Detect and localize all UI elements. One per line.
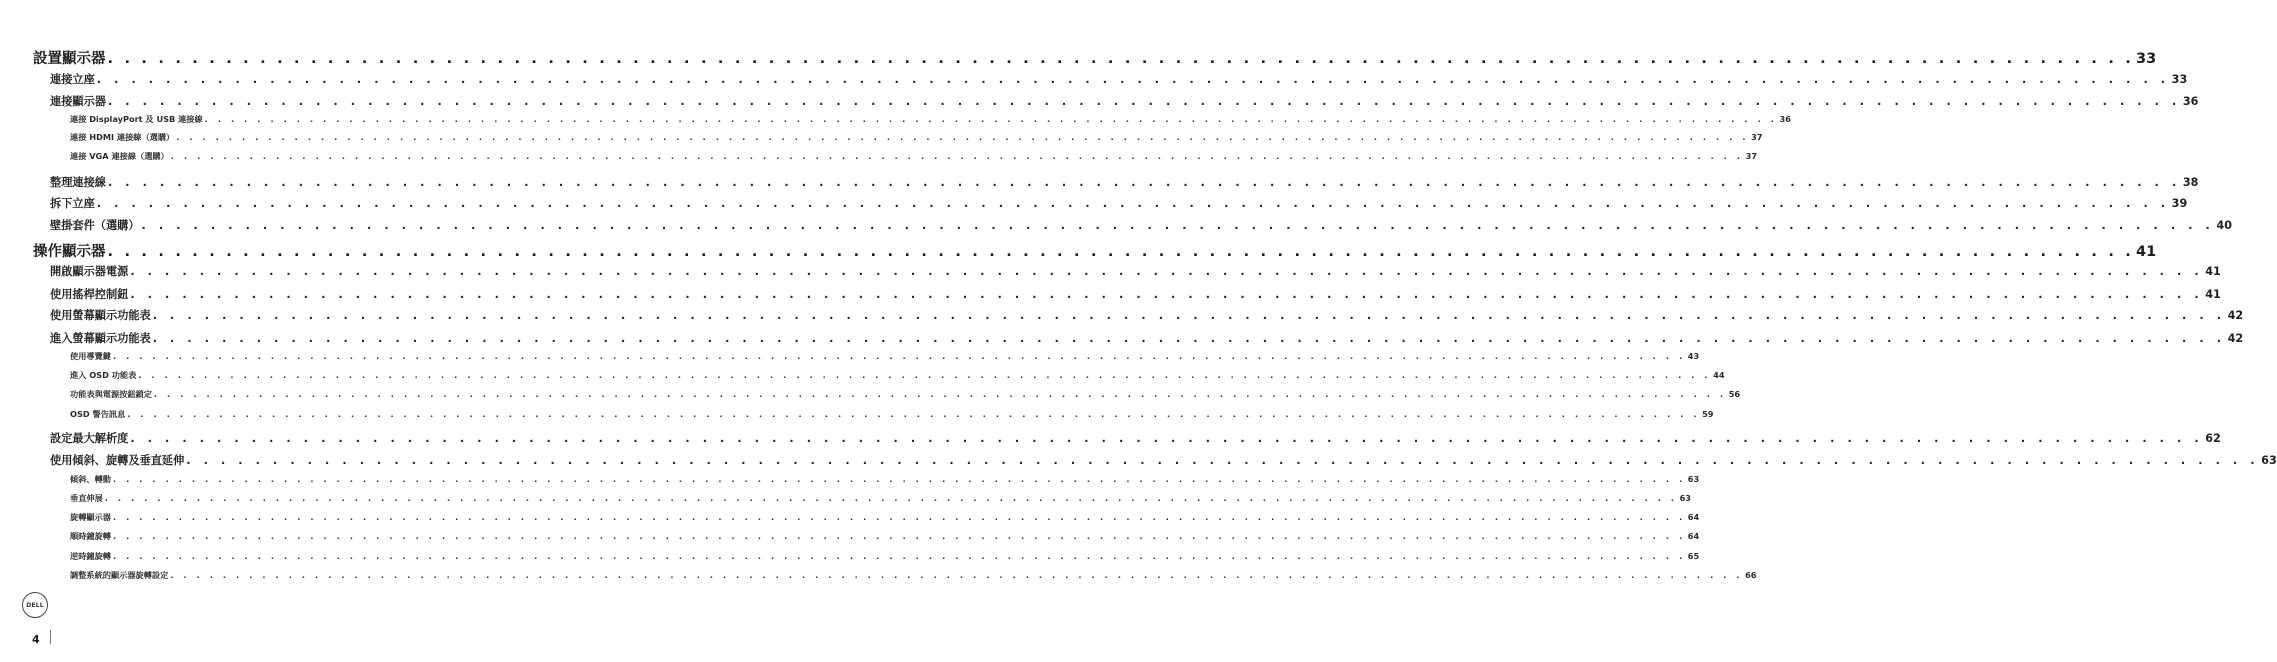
toc-section-entry[interactable]	[50, 71, 2188, 87]
toc-dot-leader: . . . . . . . . . . . . . . . . . . . . . . . . . . . . . . . . . . . . . . . . . . . . . . . . . . . . . . . . . . . . . . . . . . . . . . . . . . . . . . . . . . . . . . . . . . . . . . . . . . . . . . . . . . . . . . . . . . . . . . . .	[141, 219, 2215, 232]
toc-subsection-entry[interactable]	[70, 114, 1791, 125]
toc-section-entry[interactable]	[50, 263, 2221, 279]
toc-entry-page: 43	[1687, 351, 1700, 361]
toc-dot-leader: . . . . . . . . . . . . . . . . . . . . . . . . . . . . . . . . . . . . . . . . . . . . . . . . . . . . . . . . . . . . . . . . . . . . . . . . . . . . . . . . . . . . . . . . . . . . . . . . . . . . . . . . . . . . . . . . . . . . . . . .	[170, 570, 1744, 580]
toc-entry-page: 64	[1687, 531, 1700, 541]
toc-dot-leader: . . . . . . . . . . . . . . . . . . . . . . . . . . . . . . . . . . . . . . . . . . . . . . . . . . . . . . . . . . . . . . . . . . . . . . . . . . . . . . . . . . . . . . . . . . . . . . . . . . . . . . . . . . . . . . . . . . . . . . . .	[130, 288, 2204, 301]
toc-entry-page: 66	[1745, 570, 1757, 580]
toc-dot-leader: . . . . . . . . . . . . . . . . . . . . . . . . . . . . . . . . . . . . . . . . . . . . . . . . . . . . . . . . . . . . . . . . . . . . . . . . . . . . . . . . . . . . . . . . . . . . . . . . . . . . . . . . . . . . . . . . . . . . . . . .	[112, 351, 1686, 361]
toc-entry-page: 41	[2205, 265, 2221, 278]
toc-entry-page: 41	[2136, 244, 2157, 260]
toc-dot-leader: . . . . . . . . . . . . . . . . . . . . . . . . . . . . . . . . . . . . . . . . . . . . . . . . . . . . . . . . . . . . . . . . . . . . . . . . . . . . . . . . . . . . . . . . . . . . . . . . . . . . . . . . . . . . . . . . . . . . . . . .	[107, 244, 2135, 260]
toc-chapter-entry[interactable]	[33, 240, 2157, 261]
page-number: 4	[32, 633, 40, 646]
toc-entry-title: 設置顯示器	[33, 51, 106, 67]
toc-entry-page: 40	[2216, 219, 2232, 232]
toc-entry-page: 42	[2227, 332, 2244, 345]
toc-entry-page: 41	[2205, 288, 2221, 301]
toc-dot-leader: . . . . . . . . . . . . . . . . . . . . . . . . . . . . . . . . . . . . . . . . . . . . . . . . . . . . . . . . . . . . . . . . . . . . . . . . . . . . . . . . . . . . . . . . . . . . . . . . . . . . . . . . . . . . . . . . . . . . . . . .	[112, 512, 1686, 522]
toc-entry-page: 62	[2205, 432, 2221, 445]
toc-dot-leader: . . . . . . . . . . . . . . . . . . . . . . . . . . . . . . . . . . . . . . . . . . . . . . . . . . . . . . . . . . . . . . . . . . . . . . . . . . . . . . . . . . . . . . . . . . . . . . . . . . . . . . . . . . . . . . . . . . . . . . . .	[138, 370, 1712, 380]
toc-dot-leader: . . . . . . . . . . . . . . . . . . . . . . . . . . . . . . . . . . . . . . . . . . . . . . . . . . . . . . . . . . . . . . . . . . . . . . . . . . . . . . . . . . . . . . . . . . . . . . . . . . . . . . . . . . . . . . . . . . . . . . . .	[107, 51, 2135, 67]
toc-entry-title: 順時鐘旋轉	[70, 531, 111, 541]
toc-entry-title: 垂直伸展	[70, 493, 103, 503]
toc-entry-page: 36	[1779, 114, 1791, 124]
toc-entry-title: 連接 DisplayPort 及 USB 連接線	[70, 114, 203, 124]
toc-subsection-entry[interactable]	[70, 389, 1741, 400]
toc-dot-leader: . . . . . . . . . . . . . . . . . . . . . . . . . . . . . . . . . . . . . . . . . . . . . . . . . . . . . . . . . . . . . . . . . . . . . . . . . . . . . . . . . . . . . . . . . . . . . . . . . . . . . . . . . . . . . . . . . . . . . . . .	[170, 151, 1744, 161]
toc-subsection-entry[interactable]	[70, 351, 1700, 362]
toc-entry-title: 使用傾斜、旋轉及垂直延伸	[50, 454, 185, 467]
toc-dot-leader: . . . . . . . . . . . . . . . . . . . . . . . . . . . . . . . . . . . . . . . . . . . . . . . . . . . . . . . . . . . . . . . . . . . . . . . . . . . . . . . . . . . . . . . . . . . . . . . . . . . . . . . . . . . . . . . . . . . . . . . .	[130, 265, 2204, 278]
dell-logo-icon	[22, 592, 48, 618]
toc-dot-leader: . . . . . . . . . . . . . . . . . . . . . . . . . . . . . . . . . . . . . . . . . . . . . . . . . . . . . . . . . . . . . . . . . . . . . . . . . . . . . . . . . . . . . . . . . . . . . . . . . . . . . . . . . . . . . . . . . . . . . . . .	[112, 551, 1686, 561]
toc-section-entry[interactable]	[50, 93, 2199, 109]
toc-section-entry[interactable]	[50, 217, 2232, 233]
toc-entry-title: 進入螢幕顯示功能表	[50, 332, 151, 345]
toc-section-entry[interactable]	[50, 307, 2244, 323]
toc-dot-leader: . . . . . . . . . . . . . . . . . . . . . . . . . . . . . . . . . . . . . . . . . . . . . . . . . . . . . . . . . . . . . . . . . . . . . . . . . . . . . . . . . . . . . . . . . . . . . . . . . . . . . . . . . . . . . . . . . . . . . . . .	[104, 493, 1678, 503]
toc-entry-title: 進入 OSD 功能表	[70, 370, 137, 380]
toc-subsection-entry[interactable]	[70, 370, 1725, 381]
toc-subsection-entry[interactable]	[70, 409, 1714, 420]
toc-subsection-entry[interactable]	[70, 132, 1763, 143]
toc-entry-title: 連接立座	[50, 73, 95, 86]
dell-logo-text: DELL	[26, 601, 44, 609]
toc-entry-title: 調整系統的顯示器旋轉設定	[70, 570, 169, 580]
toc-entry-title: 傾斜、轉動	[70, 474, 111, 484]
toc-entry-title: 使用導覽鍵	[70, 351, 111, 361]
toc-dot-leader: . . . . . . . . . . . . . . . . . . . . . . . . . . . . . . . . . . . . . . . . . . . . . . . . . . . . . . . . . . . . . . . . . . . . . . . . . . . . . . . . . . . . . . . . . . . . . . . . . . . . . . . . . . . . . . . . . . . . . . . .	[153, 389, 1727, 399]
toc-dot-leader: . . . . . . . . . . . . . . . . . . . . . . . . . . . . . . . . . . . . . . . . . . . . . . . . . . . . . . . . . . . . . . . . . . . . . . . . . . . . . . . . . . . . . . . . . . . . . . . . . . . . . . . . . . . . . . . . . . . . . . . .	[107, 176, 2181, 189]
toc-entry-page: 33	[2136, 51, 2157, 67]
toc-dot-leader: . . . . . . . . . . . . . . . . . . . . . . . . . . . . . . . . . . . . . . . . . . . . . . . . . . . . . . . . . . . . . . . . . . . . . . . . . . . . . . . . . . . . . . . . . . . . . . . . . . . . . . . . . . . . . . . . . . . . . . . .	[96, 197, 2170, 210]
toc-dot-leader: . . . . . . . . . . . . . . . . . . . . . . . . . . . . . . . . . . . . . . . . . . . . . . . . . . . . . . . . . . . . . . . . . . . . . . . . . . . . . . . . . . . . . . . . . . . . . . . . . . . . . . . . . . . . . . . . . . . . . . . .	[130, 432, 2204, 445]
toc-entry-title: 整理連接線	[50, 176, 106, 189]
toc-chapter-entry[interactable]	[33, 47, 2157, 68]
toc-dot-leader: . . . . . . . . . . . . . . . . . . . . . . . . . . . . . . . . . . . . . . . . . . . . . . . . . . . . . . . . . . . . . . . . . . . . . . . . . . . . . . . . . . . . . . . . . . . . . . . . . . . . . . . . . . . . . . . . . . . . . . . .	[152, 309, 2226, 322]
toc-dot-leader: . . . . . . . . . . . . . . . . . . . . . . . . . . . . . . . . . . . . . . . . . . . . . . . . . . . . . . . . . . . . . . . . . . . . . . . . . . . . . . . . . . . . . . . . . . . . . . . . . . . . . . . . . . . . . . . . . . . . . . . .	[186, 454, 2260, 467]
toc-entry-title: 設定最大解析度	[50, 432, 129, 445]
toc-entry-page: 42	[2227, 309, 2244, 322]
toc-entry-page: 59	[1702, 409, 1714, 419]
toc-entry-title: OSD 警告訊息	[70, 409, 126, 419]
toc-subsection-entry[interactable]	[70, 551, 1700, 562]
toc-dot-leader: . . . . . . . . . . . . . . . . . . . . . . . . . . . . . . . . . . . . . . . . . . . . . . . . . . . . . . . . . . . . . . . . . . . . . . . . . . . . . . . . . . . . . . . . . . . . . . . . . . . . . . . . . . . . . . . . . . . . . . . .	[176, 132, 1750, 142]
toc-subsection-entry[interactable]	[70, 493, 1692, 504]
toc-entry-title: 連接 HDMI 連接線（選購）	[70, 132, 175, 142]
toc-entry-page: 37	[1745, 151, 1758, 161]
toc-entry-page: 44	[1713, 370, 1725, 380]
toc-dot-leader: . . . . . . . . . . . . . . . . . . . . . . . . . . . . . . . . . . . . . . . . . . . . . . . . . . . . . . . . . . . . . . . . . . . . . . . . . . . . . . . . . . . . . . . . . . . . . . . . . . . . . . . . . . . . . . . . . . . . . . . .	[107, 95, 2181, 108]
toc-entry-title: 拆下立座	[50, 197, 95, 210]
toc-subsection-entry[interactable]	[70, 512, 1700, 523]
toc-entry-page: 36	[2182, 95, 2199, 108]
toc-dot-leader: . . . . . . . . . . . . . . . . . . . . . . . . . . . . . . . . . . . . . . . . . . . . . . . . . . . . . . . . . . . . . . . . . . . . . . . . . . . . . . . . . . . . . . . . . . . . . . . . . . . . . . . . . . . . . . . . . . . . . . . .	[152, 332, 2226, 345]
toc-dot-leader: . . . . . . . . . . . . . . . . . . . . . . . . . . . . . . . . . . . . . . . . . . . . . . . . . . . . . . . . . . . . . . . . . . . . . . . . . . . . . . . . . . . . . . . . . . . . . . . . . . . . . . . . . . . . . . . . . . . . . . . .	[127, 409, 1701, 419]
toc-entry-page: 63	[2261, 454, 2277, 467]
toc-entry-title: 操作顯示器	[33, 244, 106, 260]
toc-subsection-entry[interactable]	[70, 570, 1757, 581]
toc-section-entry[interactable]	[50, 430, 2221, 446]
toc-section-entry[interactable]	[50, 330, 2244, 346]
toc-subsection-entry[interactable]	[70, 474, 1700, 485]
toc-entry-title: 連接顯示器	[50, 95, 106, 108]
toc-entry-page: 56	[1728, 389, 1741, 399]
toc-dot-leader: . . . . . . . . . . . . . . . . . . . . . . . . . . . . . . . . . . . . . . . . . . . . . . . . . . . . . . . . . . . . . . . . . . . . . . . . . . . . . . . . . . . . . . . . . . . . . . . . . . . . . . . . . . . . . . . . . . . . . . . .	[96, 73, 2170, 86]
toc-entry-page: 64	[1687, 512, 1700, 522]
toc-dot-leader: . . . . . . . . . . . . . . . . . . . . . . . . . . . . . . . . . . . . . . . . . . . . . . . . . . . . . . . . . . . . . . . . . . . . . . . . . . . . . . . . . . . . . . . . . . . . . . . . . . . . . . . . . . . . . . . . . . . . . . . .	[112, 531, 1686, 541]
toc-entry-title: 功能表與電源按鈕鎖定	[70, 389, 152, 399]
toc-subsection-entry[interactable]	[70, 531, 1700, 542]
toc-entry-page: 38	[2182, 176, 2199, 189]
toc-entry-title: 連接 VGA 連接線（選購）	[70, 151, 169, 161]
toc-entry-title: 旋轉顯示器	[70, 512, 111, 522]
toc-subsection-entry[interactable]	[70, 151, 1758, 162]
toc-entry-title: 開啟顯示器電源	[50, 265, 129, 278]
toc-section-entry[interactable]	[50, 174, 2199, 190]
toc-dot-leader: . . . . . . . . . . . . . . . . . . . . . . . . . . . . . . . . . . . . . . . . . . . . . . . . . . . . . . . . . . . . . . . . . . . . . . . . . . . . . . . . . . . . . . . . . . . . . . . . . . . . . . . . . . . . . . . . . . . . . . . .	[112, 474, 1686, 484]
toc-section-entry[interactable]	[50, 452, 2277, 468]
toc-entry-page: 33	[2171, 73, 2188, 86]
toc-dot-leader: . . . . . . . . . . . . . . . . . . . . . . . . . . . . . . . . . . . . . . . . . . . . . . . . . . . . . . . . . . . . . . . . . . . . . . . . . . . . . . . . . . . . . . . . . . . . . . . . . . . . . . . . . . . . . . . . . . . . . . . .	[204, 114, 1778, 124]
toc-section-entry[interactable]	[50, 286, 2221, 302]
toc-entry-page: 63	[1687, 474, 1700, 484]
footer-divider	[50, 630, 51, 644]
toc-section-entry[interactable]	[50, 195, 2188, 211]
toc-entry-page: 63	[1679, 493, 1692, 503]
toc-entry-page: 37	[1751, 132, 1763, 142]
toc-entry-page: 65	[1687, 551, 1700, 561]
toc-entry-title: 逆時鐘旋轉	[70, 551, 111, 561]
toc-entry-title: 使用搖桿控制鈕	[50, 288, 129, 301]
toc-entry-title: 壁掛套件（選購）	[50, 219, 140, 232]
toc-entry-title: 使用螢幕顯示功能表	[50, 309, 151, 322]
toc-entry-page: 39	[2171, 197, 2188, 210]
